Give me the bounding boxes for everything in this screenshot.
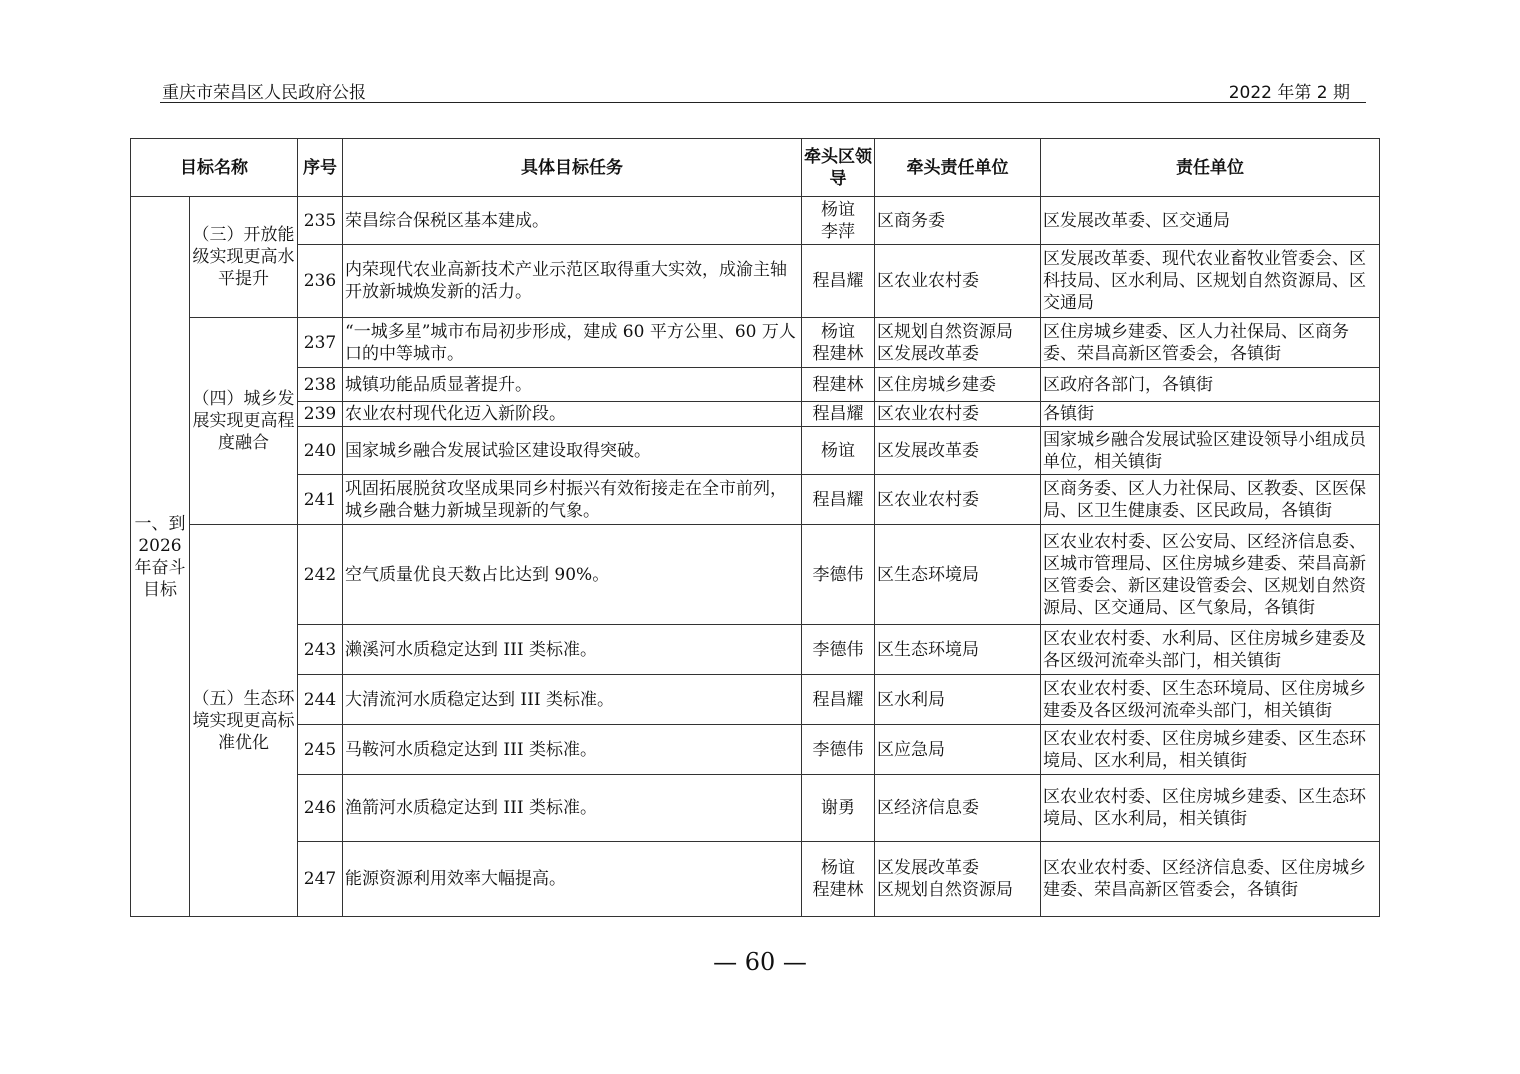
task-cell: 濑溪河水质稳定达到 III 类标准。 [343,625,802,675]
table-row [131,725,1380,775]
task-cell: “一城多星”城市布局初步形成，建成 60 平方公里、60 万人口的中等城市。 [343,318,802,368]
lead-unit-cell: 区水利局 [875,675,1041,725]
lead-unit-cell: 区应急局 [875,725,1041,775]
seq-cell: 244 [298,675,343,725]
lead-unit-cell: 区发展改革委 [875,427,1041,475]
table-row [131,475,1380,525]
resp-unit-cell: 区农业农村委、区住房城乡建委、区生态环境局、区水利局，相关镇街 [1041,775,1380,842]
leader-cell: 李德伟 [802,525,875,625]
seq-cell: 246 [298,775,343,842]
leader-cell: 程建林 [802,368,875,402]
group-cell: （三）开放能级实现更高水平提升 [190,197,298,318]
seq-cell: 247 [298,842,343,917]
task-cell: 荣昌综合保税区基本建成。 [343,197,802,245]
resp-unit-cell: 区农业农村委、水利局、区住房城乡建委及各区级河流牵头部门，相关镇街 [1041,625,1380,675]
lead-unit-cell: 区生态环境局 [875,525,1041,625]
header-lead-unit: 牵头责任单位 [875,139,1041,197]
table-row [131,427,1380,475]
page-header [160,78,1366,103]
lead-unit-cell: 区农业农村委 [875,245,1041,318]
header-leader: 牵头区领导 [802,139,875,197]
main-goal-cell: 一、到2026年奋斗目标 [131,197,190,917]
group-cell: （四）城乡发展实现更高程度融合 [190,318,298,525]
seq-cell: 237 [298,318,343,368]
resp-unit-cell: 区政府各部门，各镇街 [1041,368,1380,402]
bulletin-title: 重庆市荣昌区人民政府公报 [162,83,366,103]
table-row [131,368,1380,402]
issue-number: 2022 年第 2 期 [1228,83,1350,103]
leader-cell: 杨谊 [802,427,875,475]
seq-cell: 242 [298,525,343,625]
task-cell: 大清流河水质稳定达到 III 类标准。 [343,675,802,725]
resp-unit-cell: 各镇街 [1041,402,1380,427]
task-cell: 城镇功能品质显著提升。 [343,368,802,402]
table-row [131,625,1380,675]
resp-unit-cell: 区发展改革委、区交通局 [1041,197,1380,245]
seq-cell: 245 [298,725,343,775]
table-row [131,775,1380,842]
resp-unit-cell: 区住房城乡建委、区人力社保局、区商务委、荣昌高新区管委会，各镇街 [1041,318,1380,368]
lead-unit-cell: 区经济信息委 [875,775,1041,842]
lead-unit-cell: 区生态环境局 [875,625,1041,675]
table-row [131,318,1380,368]
seq-cell: 235 [298,197,343,245]
lead-unit-cell: 区农业农村委 [875,402,1041,427]
leader-cell: 杨谊 程建林 [802,842,875,917]
resp-unit-cell: 区农业农村委、区经济信息委、区住房城乡建委、荣昌高新区管委会，各镇街 [1041,842,1380,917]
table-row [131,842,1380,917]
header-goal: 目标名称 [131,139,298,197]
lead-unit-cell: 区住房城乡建委 [875,368,1041,402]
seq-cell: 238 [298,368,343,402]
lead-unit-cell: 区农业农村委 [875,475,1041,525]
task-cell: 巩固拓展脱贫攻坚成果同乡村振兴有效衔接走在全市前列，城乡融合魅力新城呈现新的气象。 [343,475,802,525]
seq-cell: 243 [298,625,343,675]
seq-cell: 240 [298,427,343,475]
task-cell: 能源资源利用效率大幅提高。 [343,842,802,917]
resp-unit-cell: 区发展改革委、现代农业畜牧业管委会、区科技局、区水利局、区规划自然资源局、区交通局 [1041,245,1380,318]
leader-cell: 李德伟 [802,725,875,775]
leader-cell: 谢勇 [802,775,875,842]
leader-cell: 杨谊 李萍 [802,197,875,245]
seq-cell: 236 [298,245,343,318]
resp-unit-cell: 国家城乡融合发展试验区建设领导小组成员单位，相关镇街 [1041,427,1380,475]
table-header-row [131,139,1380,197]
group-cell: （五）生态环境实现更高标准优化 [190,525,298,917]
task-cell: 马鞍河水质稳定达到 III 类标准。 [343,725,802,775]
header-resp-unit: 责任单位 [1041,139,1380,197]
lead-unit-cell: 区发展改革委 区规划自然资源局 [875,842,1041,917]
table-row [131,245,1380,318]
leader-cell: 程昌耀 [802,475,875,525]
resp-unit-cell: 区商务委、区人力社保局、区教委、区医保局、区卫生健康委、区民政局，各镇街 [1041,475,1380,525]
goals-table [130,138,1380,917]
header-task: 具体目标任务 [343,139,802,197]
task-cell: 空气质量优良天数占比达到 90%。 [343,525,802,625]
resp-unit-cell: 区农业农村委、区公安局、区经济信息委、区城市管理局、区住房城乡建委、荣昌高新区管委会、新区建设管委会、区规划自然资源局、区交通局、区气象局，各镇街 [1041,525,1380,625]
leader-cell: 杨谊 程建林 [802,318,875,368]
task-cell: 农业农村现代化迈入新阶段。 [343,402,802,427]
header-seq: 序号 [298,139,343,197]
seq-cell: 239 [298,402,343,427]
leader-cell: 李德伟 [802,625,875,675]
table-row [131,197,1380,245]
table-row [131,675,1380,725]
task-cell: 国家城乡融合发展试验区建设取得突破。 [343,427,802,475]
leader-cell: 程昌耀 [802,245,875,318]
table-row [131,402,1380,427]
leader-cell: 程昌耀 [802,402,875,427]
seq-cell: 241 [298,475,343,525]
task-cell: 渔箭河水质稳定达到 III 类标准。 [343,775,802,842]
resp-unit-cell: 区农业农村委、区生态环境局、区住房城乡建委及各区级河流牵头部门，相关镇街 [1041,675,1380,725]
lead-unit-cell: 区商务委 [875,197,1041,245]
table-row [131,525,1380,625]
page-number: — 60 — [713,948,807,976]
task-cell: 内荣现代农业高新技术产业示范区取得重大实效，成渝主轴开放新城焕发新的活力。 [343,245,802,318]
resp-unit-cell: 区农业农村委、区住房城乡建委、区生态环境局、区水利局，相关镇街 [1041,725,1380,775]
leader-cell: 程昌耀 [802,675,875,725]
lead-unit-cell: 区规划自然资源局 区发展改革委 [875,318,1041,368]
